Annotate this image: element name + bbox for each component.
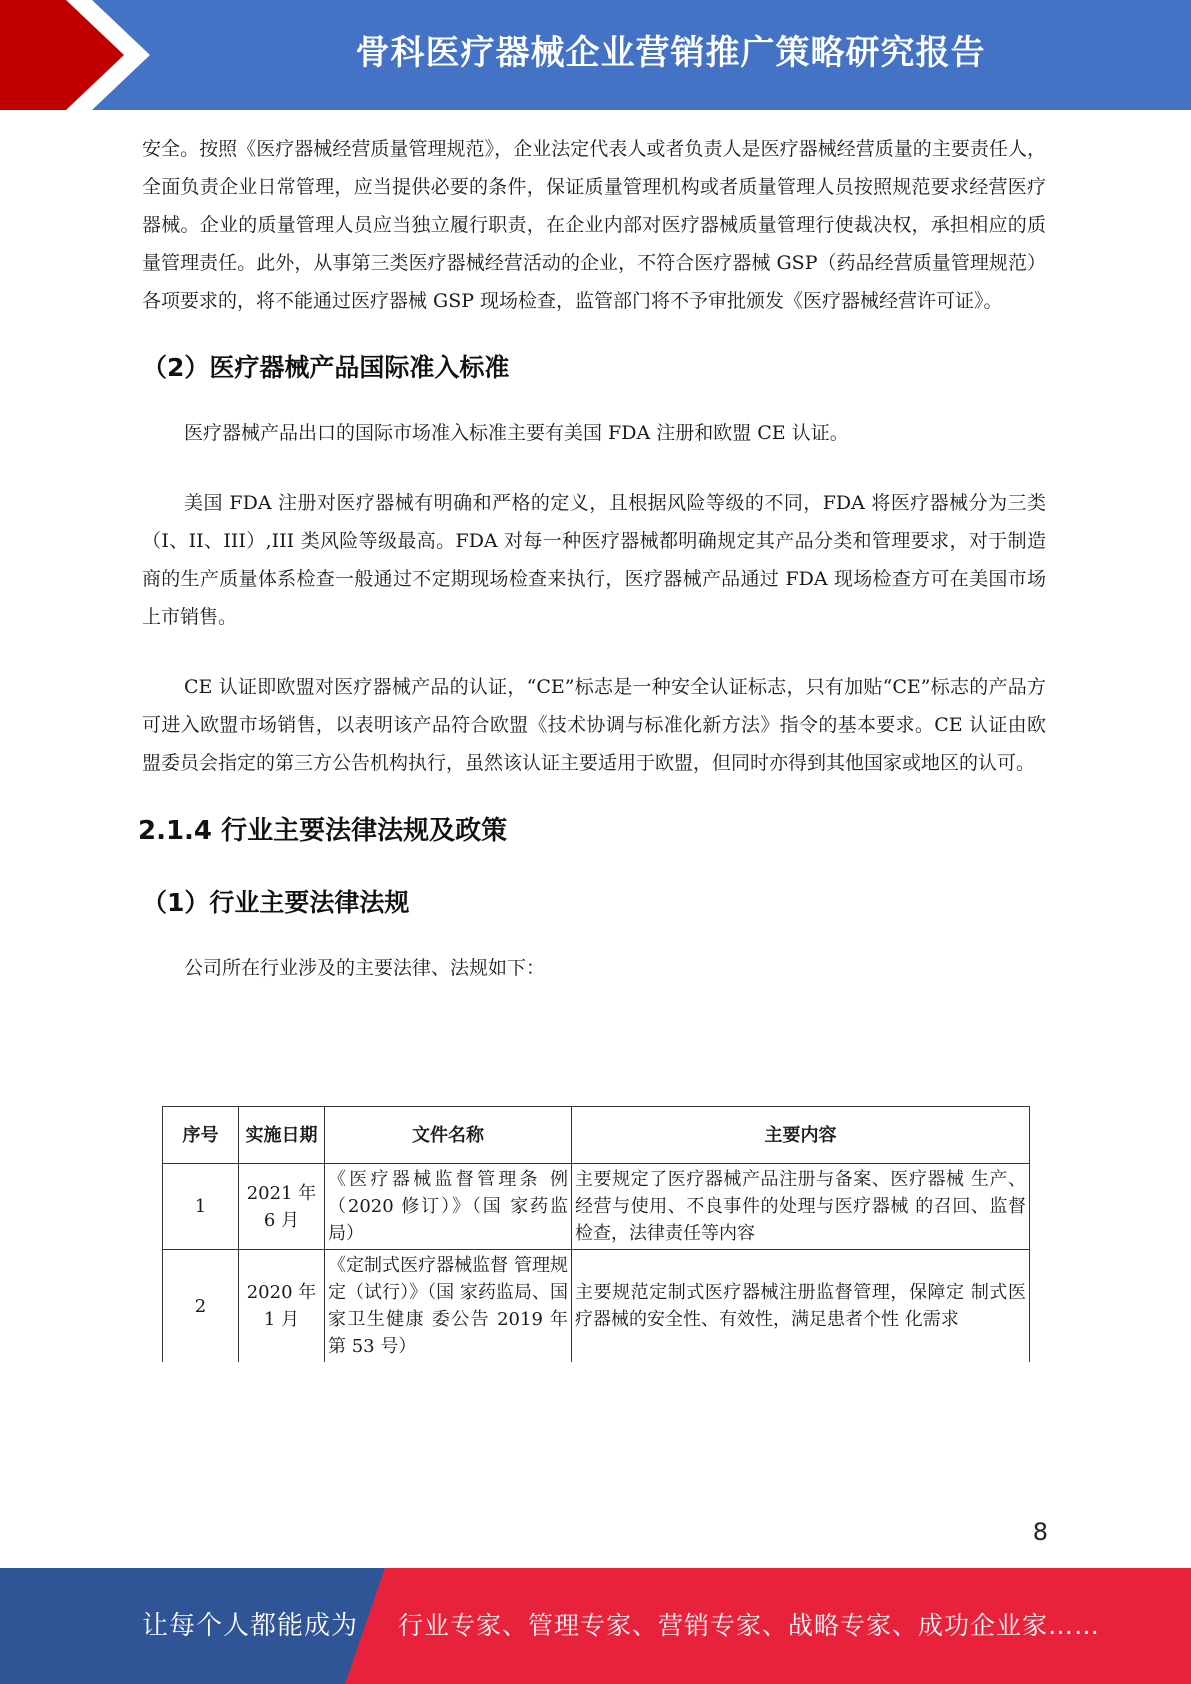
laws-table [162,1106,1030,1362]
page-content [138,130,1046,987]
report-title: 骨科医疗器械企业营销推广策略研究报告 [355,33,986,73]
page-footer [0,1568,1191,1684]
heading-intl-standards: （2）医疗器械产品国际准入标准 [142,353,510,382]
paragraph-intro: 安全。按照《医疗器械经营质量管理规范》，企业法定代表人或者负责人是医疗器械经营质量的主要责任人，全面负责企业日常管理，应当提供必要的条件，保证质量管理机构或者质量管理人员按照规范要求经营医疗器械。企业的质量管理人员应当独立履行职责，在企业内部对医疗器械质量管理行使裁决权，承担相应的质量管理责任。此外，从事第三类医疗器械经营活动的企业，不符合医疗器械 GSP（药品经营质量管理规范）各项要求的，将不能通过医疗器械 GSP 现场检查，监管部门将不予审批颁发《医疗器械经营许可证》。 [142,138,1046,312]
page-header [0,0,1191,110]
paragraph-ce: CE 认证即欧盟对医疗器械产品的认证，“CE”标志是一种安全认证标志，只有加贴“CE”标志的产品方可进入欧盟市场销售，以表明该产品符合欧盟《技术协调与标准化新方法》指令的基本要求。CE 认证由欧盟委员会指定的第三方公告机构执行，虽然该认证主要适用于欧盟，但同时亦得到其他国家或地区的认可。 [142,676,1046,774]
header-arrow-icon [0,0,150,110]
heading-section-2-1-4: 2.1.4 行业主要法律法规及政策 [138,816,508,846]
footer-slogan-right: 行业专家、管理专家、营销专家、战略专家、成功企业家…… [398,1611,1101,1640]
cell-no: 1 [163,1164,239,1250]
cell-date: 2020 年 1 月 [239,1250,325,1363]
paragraph-fda: 美国 FDA 注册对医疗器械有明确和严格的定义，且根据风险等级的不同，FDA 将医疗器械分为三类（I、II、III）,III 类风险等级最高。FDA 对每一种医疗器械都明确规定其产品分类和管理要求，对于制造商的生产质量体系检查一般通过不定期现场检查来执行，医疗器械产品通过 FDA 现场检查方可在美国市场上市销售。 [142,492,1046,628]
footer-slogan-left: 让每个人都能成为 [142,1611,359,1641]
table-row [163,1164,1030,1250]
col-header-date: 实施日期 [239,1107,325,1164]
col-header-content: 主要内容 [572,1107,1030,1164]
cell-no: 2 [163,1250,239,1363]
page-number: 8 [1032,1518,1048,1546]
heading-main-laws: （1）行业主要法律法规 [142,888,410,917]
cell-name: 《医疗器械监督管理条 例（2020 修订）》（国 家药监局） [325,1164,572,1250]
table-header-row [163,1107,1030,1164]
cell-content: 主要规范定制式医疗器械注册监督管理，保障定 制式医疗器械的安全性、有效性，满足患者个性 化需求 [572,1250,1030,1363]
paragraph-laws-intro: 公司所在行业涉及的主要法律、法规如下： [184,957,546,979]
cell-content: 主要规定了医疗器械产品注册与备案、医疗器械 生产、经营与使用、不良事件的处理与医疗器械 的召回、监督检查，法律责任等内容 [572,1164,1030,1250]
table-row [163,1250,1030,1363]
cell-name: 《定制式医疗器械监督 管理规定（试行）》（国 家药监局、国家卫生健康 委公告 2019 年第 53 号） [325,1250,572,1363]
col-header-no: 序号 [163,1107,239,1164]
col-header-name: 文件名称 [325,1107,572,1164]
cell-date: 2021 年 6 月 [239,1164,325,1250]
paragraph-intl-overview: 医疗器械产品出口的国际市场准入标准主要有美国 FDA 注册和欧盟 CE 认证。 [184,422,849,444]
